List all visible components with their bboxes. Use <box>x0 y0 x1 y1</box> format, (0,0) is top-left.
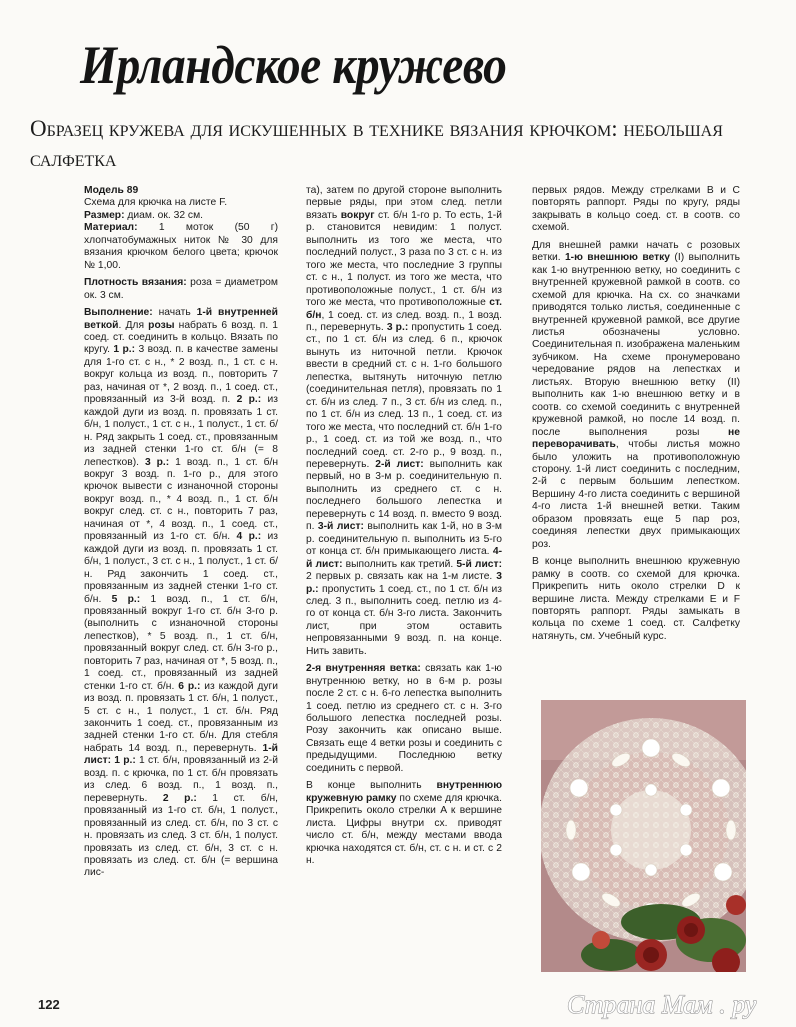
leaf5-label: 5-й лист: <box>456 558 502 570</box>
roses-text: набрать 6 возд. п. 1 соед. ст. соединить в кольцо. Вязать по кругу. <box>84 319 278 356</box>
final-paragraph: В конце выполнить внешнюю кружевную рамку в соотв. со схемой для крючка. Прикрепить нить около стрелки D к вершине листа. Между стрелками E и F повторять раппорт. Ряды замыкать в кольца по схеме 1 соед. ст. Салфетку натянуть, см. Учебный курс. <box>532 556 740 642</box>
leaf3-text: выполнить как 1-й, но в 3-м р. соединительную п. выполнить из 5-го от конца ст. б/н примыкающего листа. <box>306 521 502 558</box>
page-number: 122 <box>38 997 60 1012</box>
second-branch-text: связать как 1-ю внутреннюю ветку, но в 6-м р. розы после 2 ст. с н. 6-го лепестка выполнить 1 соед. петлю из среднего ст. с н. 3-го большого лепестка последней розы. Розу закончить как описано выше. Связать еще 4 ветки розы и соединить с предыдущими. Последнюю ветку соединить с первой. <box>306 663 502 774</box>
first-branch-label: 1-й внутренней веткой <box>84 307 278 331</box>
watermark-text: Страна Мам . ру <box>567 990 757 1019</box>
sc-label: ст. б/н <box>306 297 502 321</box>
row5-text: 1 возд. п., 1 ст. б/н, провязанный вокруг 1-го ст. б/н 3-го р. (выполнить с изнаночной стороны лепестков), * 5 возд. п., 1 ст. б/н, провязанный вокруг след. ст. б/н 3-го р., повторить 7 раз, начиная от *, 5 возд. п., 1 соед. ст., провязанный из задней стенки 1-го ст. б/н. <box>84 593 278 692</box>
leaf4-text: выполнить как третий. <box>342 558 457 570</box>
row2-label: 2 р.: <box>236 394 262 406</box>
inner-frame-text: по схеме для крючка. Прикрепить около стрелки A к вершине листа. Цифры внутри сх. приводят число ст. б/н, между местами ввода крючка находятся ст. б/н, ст. с н. и ст. с 2 н. <box>306 792 503 867</box>
leaf2-label: 2-й лист: <box>375 458 424 470</box>
leaf2-text: выполнить как первый, но в 3-м р. соединительную п. выполнить из среднего ст. с н. последнего большого лепестка и перевернуть с 14 возд. п. вместо 9 возд. п. <box>306 458 502 533</box>
row1-text: 3 возд. п. в качестве замены для 1-го ст. с н., * 2 возд. п., 1 ст. с н. вокруг кольца из возд. п., повторить 7 раз, начиная от *, 2 возд. п., 1 соед. ст., провязанный из 3-й возд. п. <box>84 344 278 406</box>
model-label: Модель 89 <box>84 185 139 196</box>
rows-paragraph: первых рядов. Между стрелками B и C повторять раппорт. Ряды по кругу, ряды закрывать в кольцо соед. ст. в соотв. со схемой. <box>532 185 740 234</box>
size-label: Размер: <box>84 209 125 221</box>
row6-text: из каждой дуги из возд. п. провязать 1 ст. б/н, 1 полуст., 5 ст. с н., 1 полуст., 1 ст. б/н. Ряд закончить 1 соед. ст., провязанным из задней стенки 1-го ст. б/н. Для стебля набрать 14 возд. п., перевернуть. <box>84 680 278 754</box>
text-run: ст. б/н 1-го р. То есть, 1-й р. становится невидим: 1 полуст. выполнить из того же места, что последний полуст., 3 раза по 3 ст. с н. из того же места, что последние 3 группы ст. с н., 1 полуст. из того же места, что противоположные полуст., 1 ст. б/н из того же места, что противоположные <box>306 209 502 309</box>
row5-label: 5 р.: <box>111 593 141 605</box>
leaf1-label: 1-й лист: 1 р.: <box>84 742 278 767</box>
page-title: Ирландское кружево <box>80 35 507 95</box>
do-not-turn-label: не переворачивать <box>532 426 740 451</box>
watermark-logo <box>563 985 793 1025</box>
inner-frame-paragraph <box>306 780 502 867</box>
text-run: , чтобы листья можно было уложить на противоположную сторону. 1-й лист соединить с последним, 2-й с первым большим лепестком. Вершину 4-го листа соединить с вершиной 4-го листа 1-й внешней ветки. Таким образом провязать еще 5 пар роз, соединяя лепестки двух примыкающих роз. <box>532 439 740 550</box>
density-paragraph <box>84 277 278 302</box>
density-label: Плотность вязания: <box>84 277 187 289</box>
scheme-note: Схема для крючка на листе F. <box>84 197 228 209</box>
leaf1-row2-text: 1 ст. б/н, провязанный из 1-го ст. б/н, 1 полуст., провязанный из след. ст. б/н, по 3 ст. с н. провязать из след. 3 ст. б/н, 1 полуст. провязать из след. ст. б/н, 3 ст. с н. провязать из след. ст. б/н (= вершина лис- <box>84 792 279 879</box>
leaf1-row2-label: 2 р.: <box>162 792 197 804</box>
leaf1-text: 1 ст. б/н, провязанный из 2-й возд. п. с крючка, по 1 ст. б/н провязать из след. 6 возд. п., 1 возд. п., перевернуть. <box>84 755 278 804</box>
row4-label: 4 р.: <box>236 531 262 543</box>
first-outer-branch-label: 1-ю внешнюю ветку <box>564 252 671 264</box>
second-branch-label: 2-я внутренняя ветка: <box>306 663 421 675</box>
text-column-1 <box>84 185 278 885</box>
text-run: В конце выполнить <box>306 780 437 792</box>
leaf4-label: 4-й лист: <box>306 546 502 570</box>
size-paragraph <box>84 210 278 222</box>
page-subtitle: Образец кружева для искушенных в технике вязания крючком: небольшая салфетка <box>30 116 723 171</box>
leaf3-label: 3-й лист: <box>317 521 364 533</box>
text-run: пропустить 1 соед. ст., по 1 ст. б/н из след. 6 п., крючок вынуть из ниточной петли. Крючок ввести в средний ст. с н. 1-го большого лепестка, вытянуть ниточную петлю (соединительная петля), провязать по 1 ст. б/н из след. 7 п., 3 ст. б/н из след. п., по 1 ст. б/н из след. 13 п., 1 соед. ст. из того же места, что последний ст. б/н 1-го р., 1 соед. ст. из той же возд. п., что последний соед. ст. 2-го р., 9 возд. п., перевернуть. <box>306 321 502 470</box>
row2-text: из каждой дуги из возд. п. провязать 1 ст. б/н, 1 полуст., 1 ст. с н., 1 полуст., 1 ст. б/н. Ряд закрыть 1 соед. ст., провязанным из задней стенки 1-го ст. б/н (= 8 лепестков). <box>84 394 278 468</box>
roses-label: розы <box>148 319 175 331</box>
row3-text: 1 возд. п., 1 ст. б/н вокруг 3 возд. п. 1-го р., для этого крючок вывести с изнаночной стороны вокруг возд. п., * 4 возд. п., 1 ст. б/н вокруг след. ст. с н., повторить 7 раз, начиная от *, 4 возд. п., 1 соед. ст., провязанный из 1-го ст. б/н. <box>84 456 279 543</box>
execution-label: Выполнение: <box>84 307 153 319</box>
leaf5-text-2: пропустить 1 соед. ст., по 1 ст. б/н из след. 3 п., выполнить соед. петлю из 4-го от конца ст. б/н 3-го листа. Закончить лист, при этом оставить непровязанными 9 возд. п. на конце. Нить завить. <box>306 583 502 657</box>
second-branch-paragraph <box>306 663 502 775</box>
around-label: вокруг <box>340 209 375 221</box>
inner-frame-label: внутреннюю кружевную рамку <box>306 780 502 804</box>
material-paragraph <box>84 222 278 272</box>
execution-intro: начать <box>152 307 197 319</box>
text-run: , 1 соед. ст. из след. возд. п., 1 возд. п., перевернуть. <box>306 309 502 333</box>
row1-label: 1 р.: <box>113 344 136 356</box>
text-run: Для внешней рамки начать с розовых ветки. <box>532 239 740 264</box>
density-text: роза = диаметром ок. 3 см. <box>84 277 278 301</box>
leaf-continuation-paragraph <box>306 185 502 658</box>
roses-intro: . Для <box>118 319 149 331</box>
execution-paragraph <box>84 307 278 880</box>
size-text: диам. ок. 32 см. <box>124 209 204 221</box>
row6-label: 6 р.: <box>178 680 201 692</box>
text-column-2 <box>306 185 502 872</box>
leaf5-text: 2 первых р. связать как на 1-м листе. <box>306 571 497 583</box>
leaf5-row3-label: 3 р.: <box>306 571 502 595</box>
text-run: (I) выполнить как 1-ю внутреннюю ветку, но соединить с внутренней кружевной рамкой в соотв. со схемой для крючка. На сх. со значками приводятся только листья, соединенные с внутренней кружевной рамкой, все другие листья обозначены условно. Соединительная п. изображена маленьким зубчиком. На схеме пронумеровано чередование рядов на лепестках и листьях. Вторую внешнюю ветку (II) выполнить как 1-ю внешнюю ветку и в соотв. со схемой соединить с внутренней кружевной рамкой, но после 14 возд. п. после выполнения розы <box>532 252 740 438</box>
row3-label: 3 р.: <box>386 321 409 333</box>
row4-text: из каждой дуги из возд. п. провязать 1 ст. б/н, 1 полуст., 3 ст. с н., 1 полуст., 1 ст. б/н. Ряд закончить 1 соед. ст., провязанным из задней стенки 1-го ст. б/н. <box>84 531 279 605</box>
doily-illustration <box>541 700 746 972</box>
row3-label: 3 р.: <box>144 456 170 468</box>
outer-frame-paragraph <box>532 240 740 551</box>
doily-photo <box>541 700 746 972</box>
material-label: Материал: <box>84 222 138 234</box>
text-run: та), затем по другой стороне выполнить первые ряды, при этом след. петли вязать <box>306 185 502 221</box>
text-column-3 <box>532 185 740 648</box>
material-text: 1 моток (50 г) хлопчатобумажных ниток № 30 для вязания крючком белого цвета; крючок № 1,00. <box>84 222 278 271</box>
